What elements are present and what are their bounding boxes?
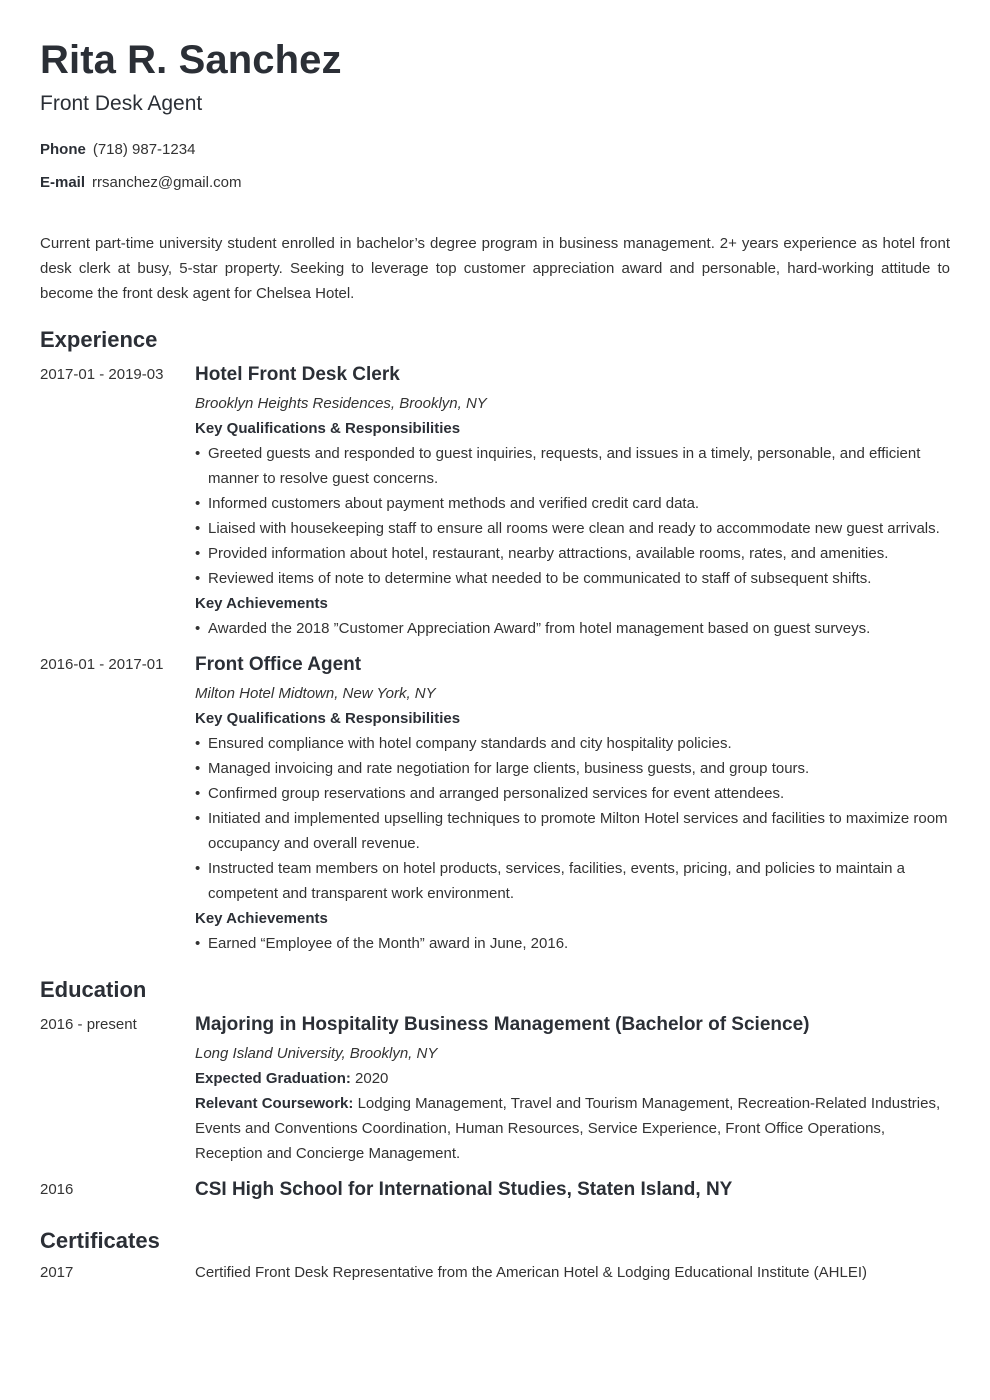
list-item: • Liaised with housekeeping staff to ensure all rooms were clean and ready to accommodate new guest arrivals. [195, 516, 950, 541]
degree-title: Majoring in Hospitality Business Management (Bachelor of Science) [195, 1014, 810, 1035]
certificate-entry [40, 1260, 950, 1285]
list-item: • Awarded the 2018 ”Customer Appreciation Award” from hotel management based on guest surveys. [195, 616, 950, 641]
email-label: E-mail [40, 174, 86, 191]
job-title-entry: Hotel Front Desk Clerk [195, 364, 400, 385]
job-company: Brooklyn Heights Residences, Brooklyn, NY [195, 395, 487, 412]
phone-value: (718) 987-1234 [92, 141, 196, 158]
responsibilities-list [195, 731, 950, 906]
list-item: • Initiated and implemented upselling techniques to promote Milton Hotel services and facilities to maximize room occupancy and overall revenue. [195, 806, 950, 856]
experience-entry [40, 362, 950, 641]
certificates-heading: Certificates [40, 1228, 160, 1253]
achievements-heading: Key Achievements [195, 910, 328, 927]
education-dates: 2016 [40, 1181, 74, 1198]
phone-label: Phone [40, 141, 86, 158]
coursework-value: Lodging Management, Travel and Tourism Management, Recreation-Related Industries, Events and Conventions Coordination, Human Resources, Service Experience, Front Office Operations, Reception and Concierge Management. [195, 1095, 941, 1162]
job-title: Front Desk Agent [40, 92, 203, 115]
achievements-heading: Key Achievements [195, 595, 328, 612]
list-item: • Instructed team members on hotel products, services, facilities, events, pricing, and policies to maintain a competent and transparent work environment. [195, 856, 950, 906]
education-entry [40, 1012, 950, 1166]
list-item: • Ensured compliance with hotel company standards and city hospitality policies. [195, 731, 950, 756]
profile-summary: Current part-time university student enrolled in bachelor’s degree program in business management. 2+ years experience as hotel front desk clerk at busy, 5-star property. Seeking to leverage top customer appreciation award and personable, hard-working attitude to become the front desk agent for Chelsea Hotel. [40, 235, 950, 302]
job-dates: 2016-01 - 2017-01 [40, 656, 164, 673]
graduation-value: 2020 [355, 1070, 389, 1087]
coursework-label: Relevant Coursework: [195, 1095, 354, 1112]
certificate-text: Certified Front Desk Representative from the American Hotel & Lodging Educational Institute (AHLEI) [195, 1264, 867, 1281]
email-value: rrsanchez@gmail.com [92, 174, 242, 191]
list-item: • Managed invoicing and rate negotiation for large clients, business guests, and group tours. [195, 756, 950, 781]
list-item: • Greeted guests and responded to guest inquiries, requests, and issues in a timely, personable, and efficient manner to resolve guest concerns. [195, 441, 950, 491]
school-title: CSI High School for International Studies, Staten Island, NY [195, 1179, 733, 1200]
experience-heading: Experience [40, 327, 158, 352]
certificate-date: 2017 [40, 1264, 74, 1281]
list-item: • Provided information about hotel, restaurant, nearby attractions, available rooms, rates, and amenities. [195, 541, 950, 566]
contact-info [40, 137, 950, 203]
list-item: • Informed customers about payment methods and verified credit card data. [195, 491, 950, 516]
responsibilities-heading: Key Qualifications & Responsibilities [195, 420, 461, 437]
candidate-name: Rita R. Sanchez [40, 38, 342, 82]
job-company: Milton Hotel Midtown, New York, NY [195, 685, 436, 702]
experience-entry [40, 652, 950, 956]
contact-phone [40, 137, 950, 170]
education-dates: 2016 - present [40, 1016, 137, 1033]
list-item: • Earned “Employee of the Month” award in June, 2016. [195, 931, 950, 956]
job-dates: 2017-01 - 2019-03 [40, 366, 164, 383]
responsibilities-list [195, 441, 950, 591]
education-entry [40, 1177, 950, 1202]
relevant-coursework [195, 1091, 950, 1166]
responsibilities-heading: Key Qualifications & Responsibilities [195, 710, 461, 727]
school-name: Long Island University, Brooklyn, NY [195, 1045, 438, 1062]
list-item: • Confirmed group reservations and arranged personalized services for event attendees. [195, 781, 950, 806]
achievements-list [195, 616, 950, 641]
contact-email [40, 170, 950, 203]
job-title-entry: Front Office Agent [195, 654, 362, 675]
graduation-label: Expected Graduation: [195, 1070, 351, 1087]
expected-graduation [195, 1066, 950, 1091]
achievements-list [195, 931, 950, 956]
education-heading: Education [40, 977, 147, 1002]
list-item: • Reviewed items of note to determine what needed to be communicated to staff of subsequent shifts. [195, 566, 950, 591]
